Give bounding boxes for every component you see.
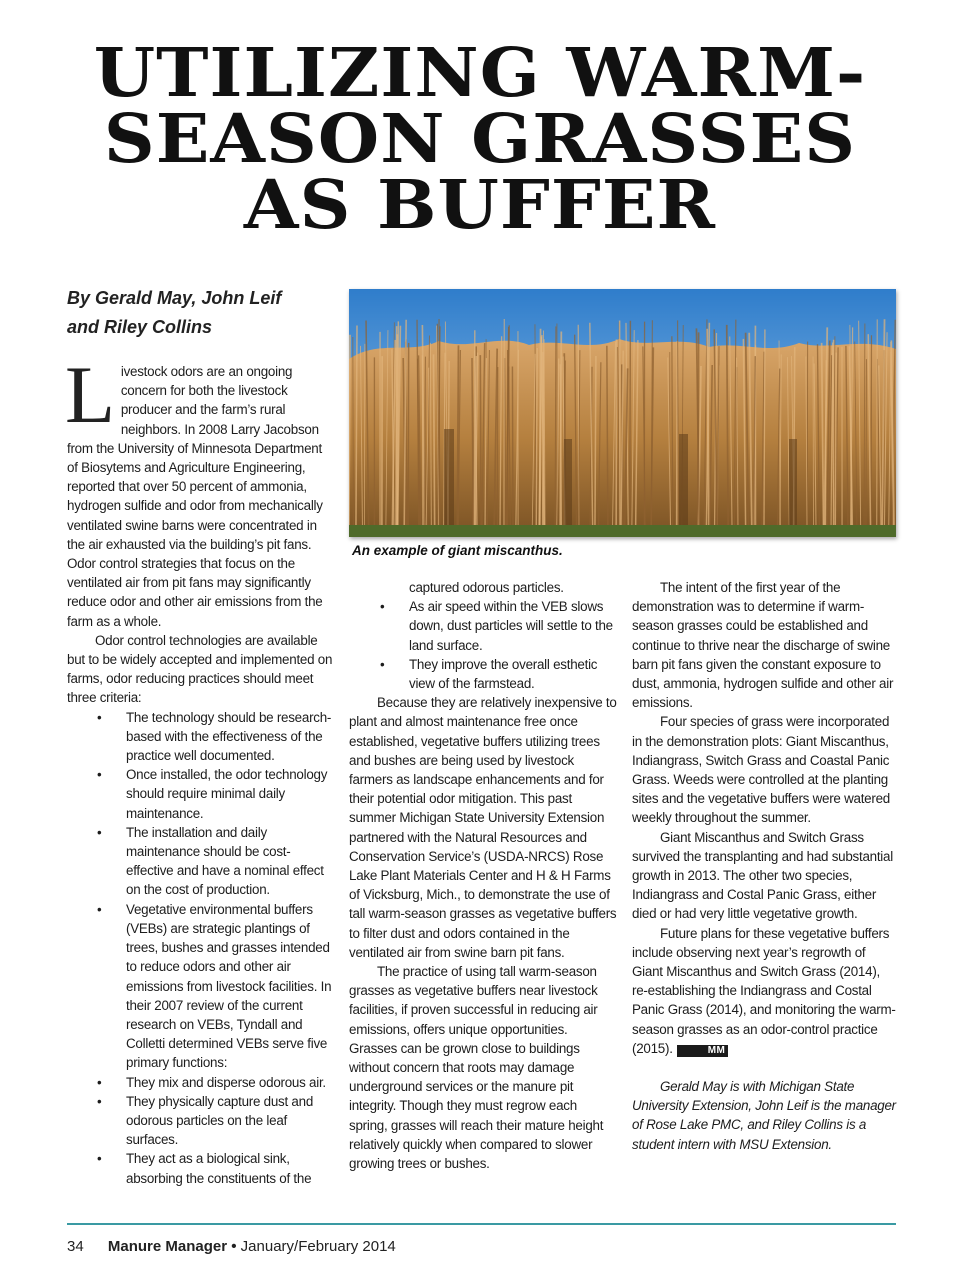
body-paragraph: The intent of the first year of the demonstration was to determine if warm-season grasses could be established and continue to thrive near the discharge of swine barn pit fans given the constant exposure to dust, ammonia, hydrogen sulfide and other air emissions. [632, 580, 894, 711]
body-paragraph: Because they are relatively inexpensive to plant and almost maintenance free once established, vegetative buffers utilizing trees and bushes are being used by livestock farmers as landscape enhancements and for their potential odor mitigation. This past summer Michigan State University Extension partnered with the Natural Resources and Conservation Service’s (USDA-NRCS) Rose Lake Plant Materials Center and H & H Farms of Vicksburg, Mich., to demonstrate the use of tall warm-season grasses as vegetative buffers to filter dust and odors contained in the ventilated air from swine barn pit fans. [349, 695, 617, 960]
photo-caption: An example of giant miscanthus. [352, 543, 563, 558]
list-item: • The technology should be research-based with the effectiveness of the practice well documented. [97, 709, 332, 764]
list-item: • The installation and daily maintenance should be cost-effective and have a nominal effect on the cost of production. [97, 824, 324, 898]
body-paragraph: Giant Miscanthus and Switch Grass survived the transplanting and had substantial growth in 2013. The other two species, Indiangrass and Costal Panic Grass, either died or had very little vegetative growth. [632, 829, 893, 922]
headline-line-1: UTILIZING WARM- [93, 33, 867, 112]
body-paragraph: Four species of grass were incorporated in the demonstration plots: Giant Miscanthus, Indiangrass, Switch Grass and Coastal Panic Grass. Weeds were controlled at the planting sites and the vegetative buffers were watered weekly throughout the summer. [632, 714, 890, 826]
headline-line-2: SEASON GRASSES [103, 99, 857, 178]
byline-line-1: By Gerald May, John Leif [67, 288, 282, 308]
column-3 [632, 578, 898, 1154]
column-2 [349, 578, 617, 1173]
list-continuation: captured odorous particles. [409, 580, 564, 595]
list-item: • They act as a biological sink, absorbing the constituents of the [97, 1151, 312, 1186]
manure-manager-end-icon: MM [677, 1045, 729, 1057]
list-item: • They improve the overall esthetic view of the farmstead. [380, 656, 598, 692]
list-item: • As air speed within the VEB slows down, dust particles will settle to the land surface. [380, 599, 613, 653]
list-item: • They physically capture dust and odorous particles on the leaf surfaces. [97, 1093, 314, 1148]
body-paragraph: Future plans for these vegetative buffers include observing next year’s regrowth of Giant Miscanthus and Switch Grass (2014), re-establishing the Indiangrass and Costal Panic Grass (2014), and monitoring the warm-season grasses as an odor-control practice (2015). MM [632, 925, 896, 1056]
headline-line-3: AS BUFFER [243, 165, 717, 244]
byline-line-2: and Riley Collins [67, 317, 213, 337]
giant-miscanthus-photo [349, 289, 896, 537]
page-number: 34 [67, 1238, 84, 1255]
author-bio: Gerald May is with Michigan State University Extension, John Leif is the manager of Rose Lake PMC, and Riley Collins is a student intern with MSU Extension. [632, 1079, 896, 1152]
drop-cap: L [65, 349, 115, 440]
page-footer [67, 1238, 396, 1255]
article-headline [39, 33, 921, 244]
criteria-list [67, 708, 333, 1188]
list-item: • Once installed, the odor technology should require minimal daily maintenance. [97, 767, 328, 821]
criteria-intro: Odor control technologies are available but to be widely accepted and implemented on farms, odor reducing practices should meet three criteria: [67, 632, 333, 706]
issue-date: January/February 2014 [240, 1238, 396, 1255]
byline [67, 284, 337, 342]
magazine-name: Manure Manager [107, 1238, 228, 1255]
column-1 [65, 349, 333, 1188]
body-paragraph: The practice of using tall warm-season grasses as vegetative buffers near livestock facilities, if proven successful in reducing air emissions, offers unique opportunities. Grasses can be grown close to buildings without concern that roots may damage underground services or the manure pit integrity. Though they must regrow each spring, grasses will reach their mature height relatively quickly when compared to slower growing trees or bushes. [349, 964, 604, 1172]
intro-paragraph: Livestock odors are an ongoing concern for both the livestock producer and the farm’s rural neighbors. In 2008 Larry Jacobson from the University of Minnesota Department of Biosytems and Agriculture Engineering, reported that over 50 percent of ammonia, hydrogen sulfide and odor from mechanically ventilated swine barns were concentrated in the air exhausted via the building’s pit fans. Odor control strategies that focus on the ventilated air from pit fans may significantly reduce odor and other air emissions from the farm as a whole. [65, 349, 323, 629]
footer-rule [67, 1223, 896, 1225]
footer-separator: • [231, 1238, 237, 1255]
list-item: • Vegetative environmental buffers (VEBs) are strategic plantings of trees, bushes and grasses intended to reduce odors and other air emissions from livestock facilities. In their 2007 review of the current research on VEBs, Tyndall and Colletti determined VEBs serve five primary functions: [97, 901, 332, 1071]
functions-list [349, 597, 617, 693]
list-item: • They mix and disperse odorous air. [97, 1074, 326, 1090]
